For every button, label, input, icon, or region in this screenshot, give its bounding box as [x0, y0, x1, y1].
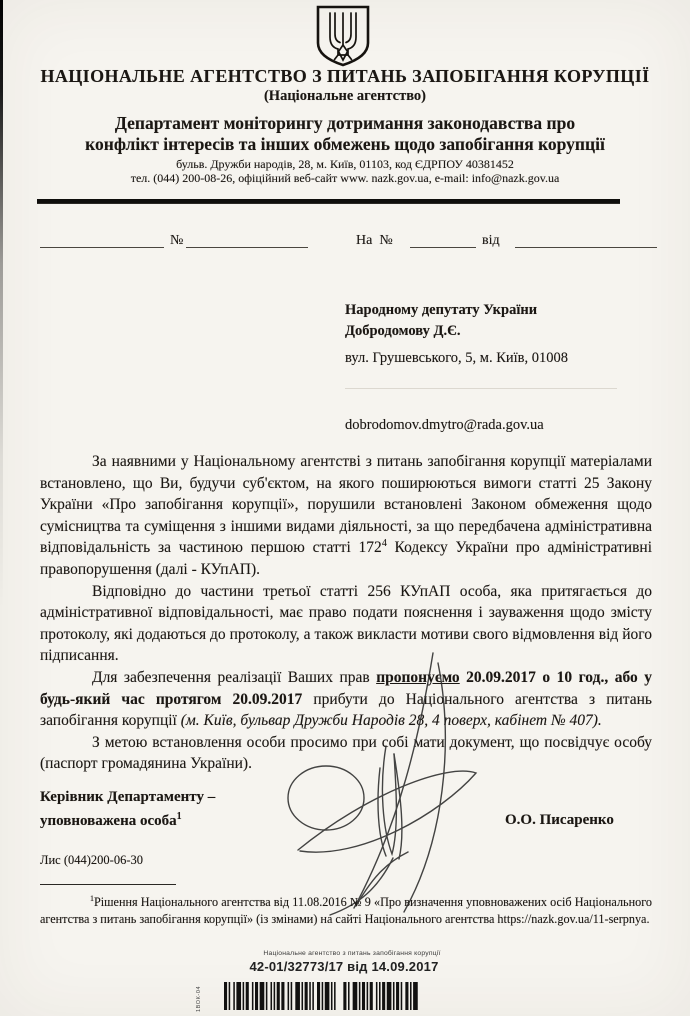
scan-artifact-line: [345, 388, 617, 389]
ref-on-no-blank-line: [410, 233, 476, 248]
paragraph-3: Для забезпечення реалізації Ваших прав пропонуємо 20.09.2017 о 10 год., або у будь-який час протягом 20.09.2017 прибути до Національного агентства з питань запобігання корупції (м. Київ, бульвар Дружби Народів 28, 4 поверх, кабінет № 407).: [40, 668, 652, 730]
addressee-name: Добродомову Д.Є.: [345, 323, 461, 339]
ref-no-label: №: [170, 233, 184, 248]
header-address: бульв. Дружби народів, 28, м. Київ, 01103, код ЄДРПОУ 40381452: [176, 157, 514, 171]
addressee-address: вул. Грушевського, 5, м. Київ, 01008: [345, 350, 569, 366]
stamp-registration-number: 42-01/32773/17 від 14.09.2017: [249, 959, 439, 974]
office-location-italic: (м. Київ, бульвар Дружби Народів 28, 4 поверх, кабінет № 407).: [180, 712, 602, 730]
footnote-separator: [40, 884, 176, 885]
ref-date-blank-line: [40, 233, 164, 248]
footnote-text: $^1$Рішення Національного агентства від 11.08.2016 № 9 «Про визначення уповноважених осіб Національного агентства з питань запобігання корупції» (із змінами) на сайті Національного агентства https://nazk.gov.ua/11-serpnya.: [40, 894, 652, 926]
ukraine-trident-emblem-icon: [314, 5, 372, 67]
paragraph-4: З метою встановлення особи просимо при собі мати документ, що посвідчує особу (паспорт громадянина України).: [40, 733, 652, 773]
ref-from-blank-line: [515, 233, 657, 248]
signer-position-line2: уповноважена особа$^1$: [40, 811, 182, 829]
ref-no-blank-line: [186, 233, 308, 248]
department-line1: Департамент моніторингу дотримання законодавства про: [114, 113, 576, 133]
signer-name: О.О. Писаренко: [505, 812, 614, 828]
header-contacts: тел. (044) 200-08-26, офіційний веб-сайт www. nazk.gov.ua, e-mail: info@nazk.gov.ua: [130, 171, 560, 185]
barcode: [224, 982, 480, 1010]
paragraph-2: Відповідно до частини третьої статті 256 КУпАП особа, яка притягається до адміністративної відповідальності, має право подати пояснення і зауваження щодо змісту протоколу, які додаються до протоколу, а також викласти мотиви свого відмовлення від його підписання.: [40, 582, 652, 665]
stamp-org-name: Національне агентство з питань запобігання корупції: [263, 950, 441, 957]
paragraph-1: За наявними у Національному агентстві з питань запобігання корупції матеріалами встановлено, що Ви, будучи суб'єктом, на якого поширюються вимоги статті 25 Закону України «Про запобігання корупції», порушили встановлені Законом обмеження щодо сумісництва та суміщення з іншими видами діяльності, за що передбачена адміністративна відповідальність за частиною першою статті $172^4$ Кодексу України про адміністративні правопорушення (далі - КУпАП).: [40, 453, 653, 578]
department-line2: конфлікт інтересів та інших обмежень щодо запобігання корупції: [85, 134, 605, 154]
emphasis-proposal: пропонуємо: [376, 668, 460, 686]
handwritten-signature: [268, 638, 490, 930]
ref-on-no-label: На №: [356, 233, 393, 248]
addressee-email: dobrodomov.dmytro@rada.gov.ua: [345, 417, 544, 433]
stamp-side-code: 1ВОК-04: [196, 985, 202, 1012]
org-short-name: (Національне агентство): [263, 88, 427, 104]
header-divider-rule: [37, 199, 620, 204]
footnote-mark: 1: [90, 894, 94, 903]
signer-position-line1: Керівник Департаменту –: [40, 789, 216, 805]
emphasis-datetime: 20.09.2017 о 10 год., або у будь-який час протягом 20.09.2017: [40, 668, 652, 708]
footnote-mark-ref: 1: [176, 811, 182, 822]
superscript-article: 4: [381, 538, 387, 550]
org-name: НАЦІОНАЛЬНЕ АГЕНТСТВО З ПИТАНЬ ЗАПОБІГАННЯ КОРУПЦІЇ: [40, 66, 650, 86]
executor-phone: Лис (044)200-06-30: [40, 853, 143, 867]
addressee-title: Народному депутату України: [345, 302, 538, 318]
ref-from-label: від: [482, 233, 500, 248]
scan-edge-artifact: [0, 0, 3, 1016]
